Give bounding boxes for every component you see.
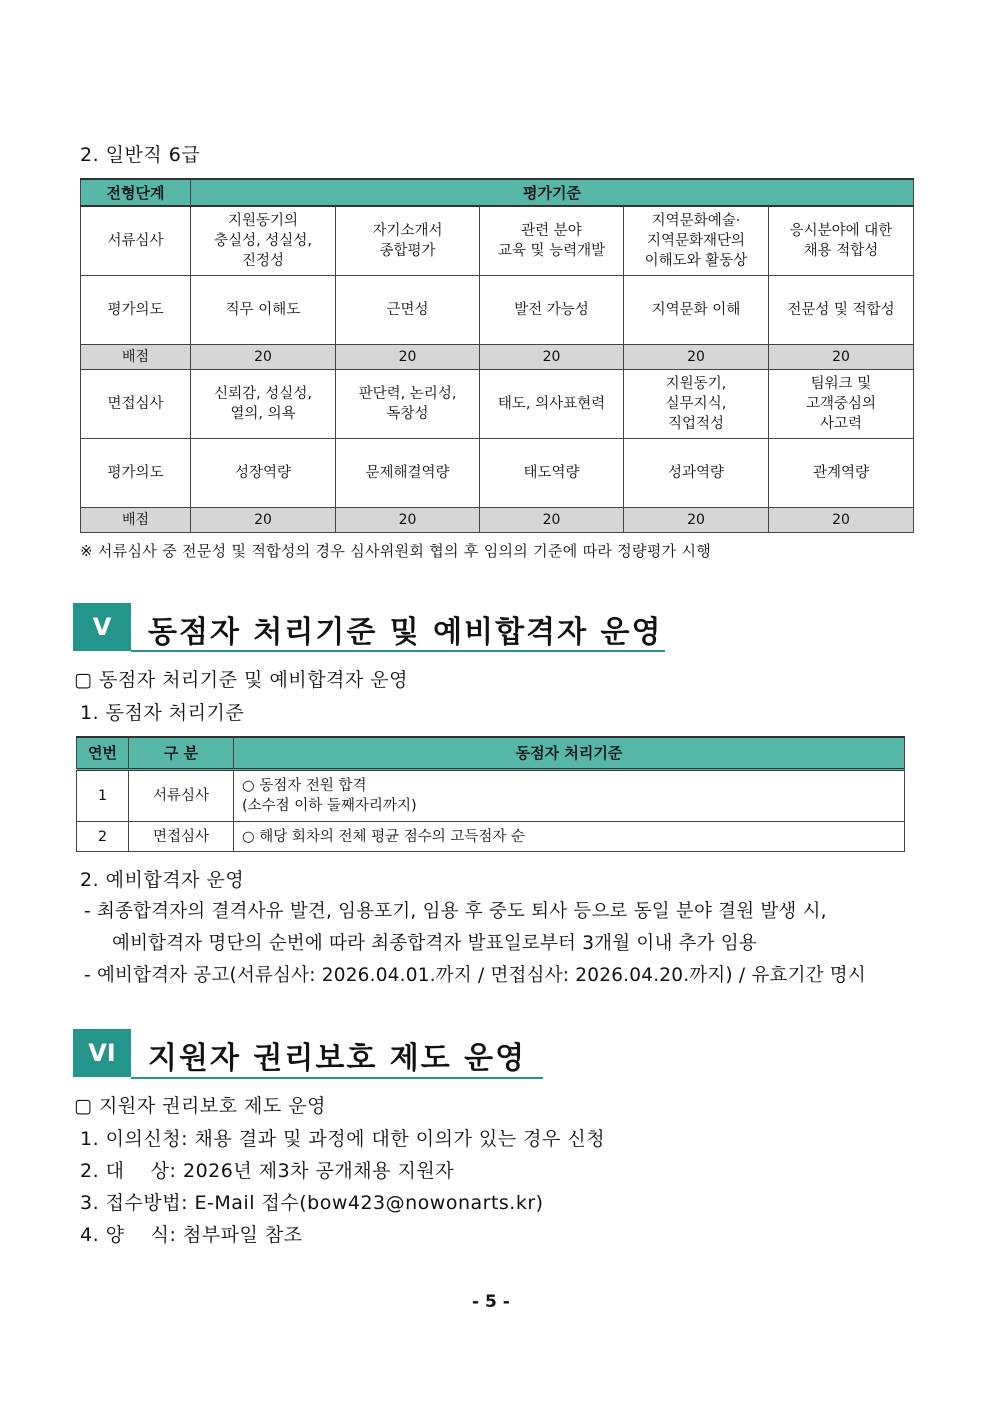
section-underline — [131, 1077, 543, 1079]
table-row — [81, 276, 914, 345]
list-item: 3. 접수방법: E-Mail 접수(bow423@nowonarts.kr) — [80, 1192, 544, 1214]
intent-cell: 근면성 — [336, 276, 480, 345]
evaluation-criteria-table — [80, 178, 914, 533]
type-cell: 면접심사 — [129, 822, 234, 852]
intent-cell: 문제해결역량 — [336, 439, 480, 508]
score-cell: 20 — [336, 345, 480, 370]
table-row — [77, 770, 905, 822]
list-item: 4. 양 식: 첨부파일 참조 — [80, 1224, 303, 1246]
table-header-row — [77, 737, 905, 770]
table-footnote: ※ 서류심사 중 전문성 및 적합성의 경우 심사위원회 협의 후 임의의 기준에 따라 정량평가 시행 — [80, 542, 712, 560]
section-heading: ▢ 동점자 처리기준 및 예비합격자 운영 — [74, 669, 408, 691]
rule-cell: ○ 동점자 전원 합격 (소수점 이하 둘째자리까지) — [234, 770, 905, 822]
criteria-cell: 팀워크 및 고객중심의 사고력 — [769, 370, 914, 439]
row-number-cell: 2 — [77, 822, 129, 852]
table-row — [81, 439, 914, 508]
table-row — [77, 822, 905, 852]
score-cell: 20 — [769, 508, 914, 533]
section-title: 동점자 처리기준 및 예비합격자 운영 — [148, 615, 663, 650]
intent-cell: 태도역량 — [480, 439, 624, 508]
header-cell: 연번 — [77, 737, 129, 770]
criteria-cell: 응시분야에 대한 채용 적합성 — [769, 206, 914, 276]
score-cell: 20 — [624, 345, 769, 370]
criteria-cell: 지원동기, 실무지식, 직업적성 — [624, 370, 769, 439]
header-cell: 전형단계 — [81, 179, 191, 206]
subsection-title: 1. 동점자 처리기준 — [80, 702, 245, 724]
bullet-text: - 최종합격자의 결격사유 발견, 임용포기, 임용 후 중도 퇴사 등으로 동일 분야 결원 발생 시, — [84, 901, 827, 922]
score-label-cell: 배점 — [81, 345, 191, 370]
bullet-text: 예비합격자 명단의 순번에 따라 최종합격자 발표일로부터 3개월 이내 추가 임용 — [112, 933, 757, 954]
score-cell: 20 — [191, 508, 336, 533]
table-header-row — [81, 179, 914, 206]
criteria-cell: 지역문화예술· 지역문화재단의 이해도와 활동상 — [624, 206, 769, 276]
score-row — [81, 345, 914, 370]
score-cell: 20 — [191, 345, 336, 370]
section-number-badge: V — [73, 603, 131, 651]
criteria-cell: 태도, 의사표현력 — [480, 370, 624, 439]
header-cell: 구 분 — [129, 737, 234, 770]
stage-cell: 서류심사 — [81, 206, 191, 276]
score-label-cell: 배점 — [81, 508, 191, 533]
table-row — [81, 370, 914, 439]
intent-cell: 발전 가능성 — [480, 276, 624, 345]
intent-cell: 관계역량 — [769, 439, 914, 508]
header-cell: 평가기준 — [191, 179, 914, 206]
score-row — [81, 508, 914, 533]
criteria-cell: 판단력, 논리성, 독창성 — [336, 370, 480, 439]
section-subtitle: 2. 일반직 6급 — [80, 144, 201, 166]
score-cell: 20 — [769, 345, 914, 370]
subsection-title: 2. 예비합격자 운영 — [80, 869, 245, 891]
intent-label-cell: 평가의도 — [81, 439, 191, 508]
row-number-cell: 1 — [77, 770, 129, 822]
table-row — [81, 206, 914, 276]
intent-cell: 직무 이해도 — [191, 276, 336, 345]
type-cell: 서류심사 — [129, 770, 234, 822]
section-number-badge: VI — [73, 1029, 131, 1077]
intent-cell: 성과역량 — [624, 439, 769, 508]
list-item: 2. 대 상: 2026년 제3차 공개채용 지원자 — [80, 1160, 455, 1182]
section-heading: ▢ 지원자 권리보호 제도 운영 — [74, 1095, 327, 1117]
intent-label-cell: 평가의도 — [81, 276, 191, 345]
bullet-text: - 예비합격자 공고(서류심사: 2026.04.01.까지 / 면접심사: 2026.04.20.까지) / 유효기간 명시 — [84, 965, 866, 986]
criteria-cell: 관련 분야 교육 및 능력개발 — [480, 206, 624, 276]
intent-cell: 성장역량 — [191, 439, 336, 508]
score-cell: 20 — [336, 508, 480, 533]
criteria-cell: 지원동기의 충실성, 성실성, 진정성 — [191, 206, 336, 276]
list-item: 1. 이의신청: 채용 결과 및 과정에 대한 이의가 있는 경우 신청 — [80, 1128, 606, 1150]
tie-rule-table — [76, 736, 905, 852]
criteria-cell: 자기소개서 종합평가 — [336, 206, 480, 276]
section-title: 지원자 권리보호 제도 운영 — [148, 1041, 527, 1076]
score-cell: 20 — [624, 508, 769, 533]
score-cell: 20 — [480, 508, 624, 533]
rule-cell: ○ 해당 회차의 전체 평균 점수의 고득점자 순 — [234, 822, 905, 852]
score-cell: 20 — [480, 345, 624, 370]
page-number: - 5 - — [472, 1292, 510, 1312]
intent-cell: 지역문화 이해 — [624, 276, 769, 345]
stage-cell: 면접심사 — [81, 370, 191, 439]
header-cell: 동점자 처리기준 — [234, 737, 905, 770]
criteria-cell: 신뢰감, 성실성, 열의, 의욕 — [191, 370, 336, 439]
section-underline — [131, 650, 665, 652]
intent-cell: 전문성 및 적합성 — [769, 276, 914, 345]
